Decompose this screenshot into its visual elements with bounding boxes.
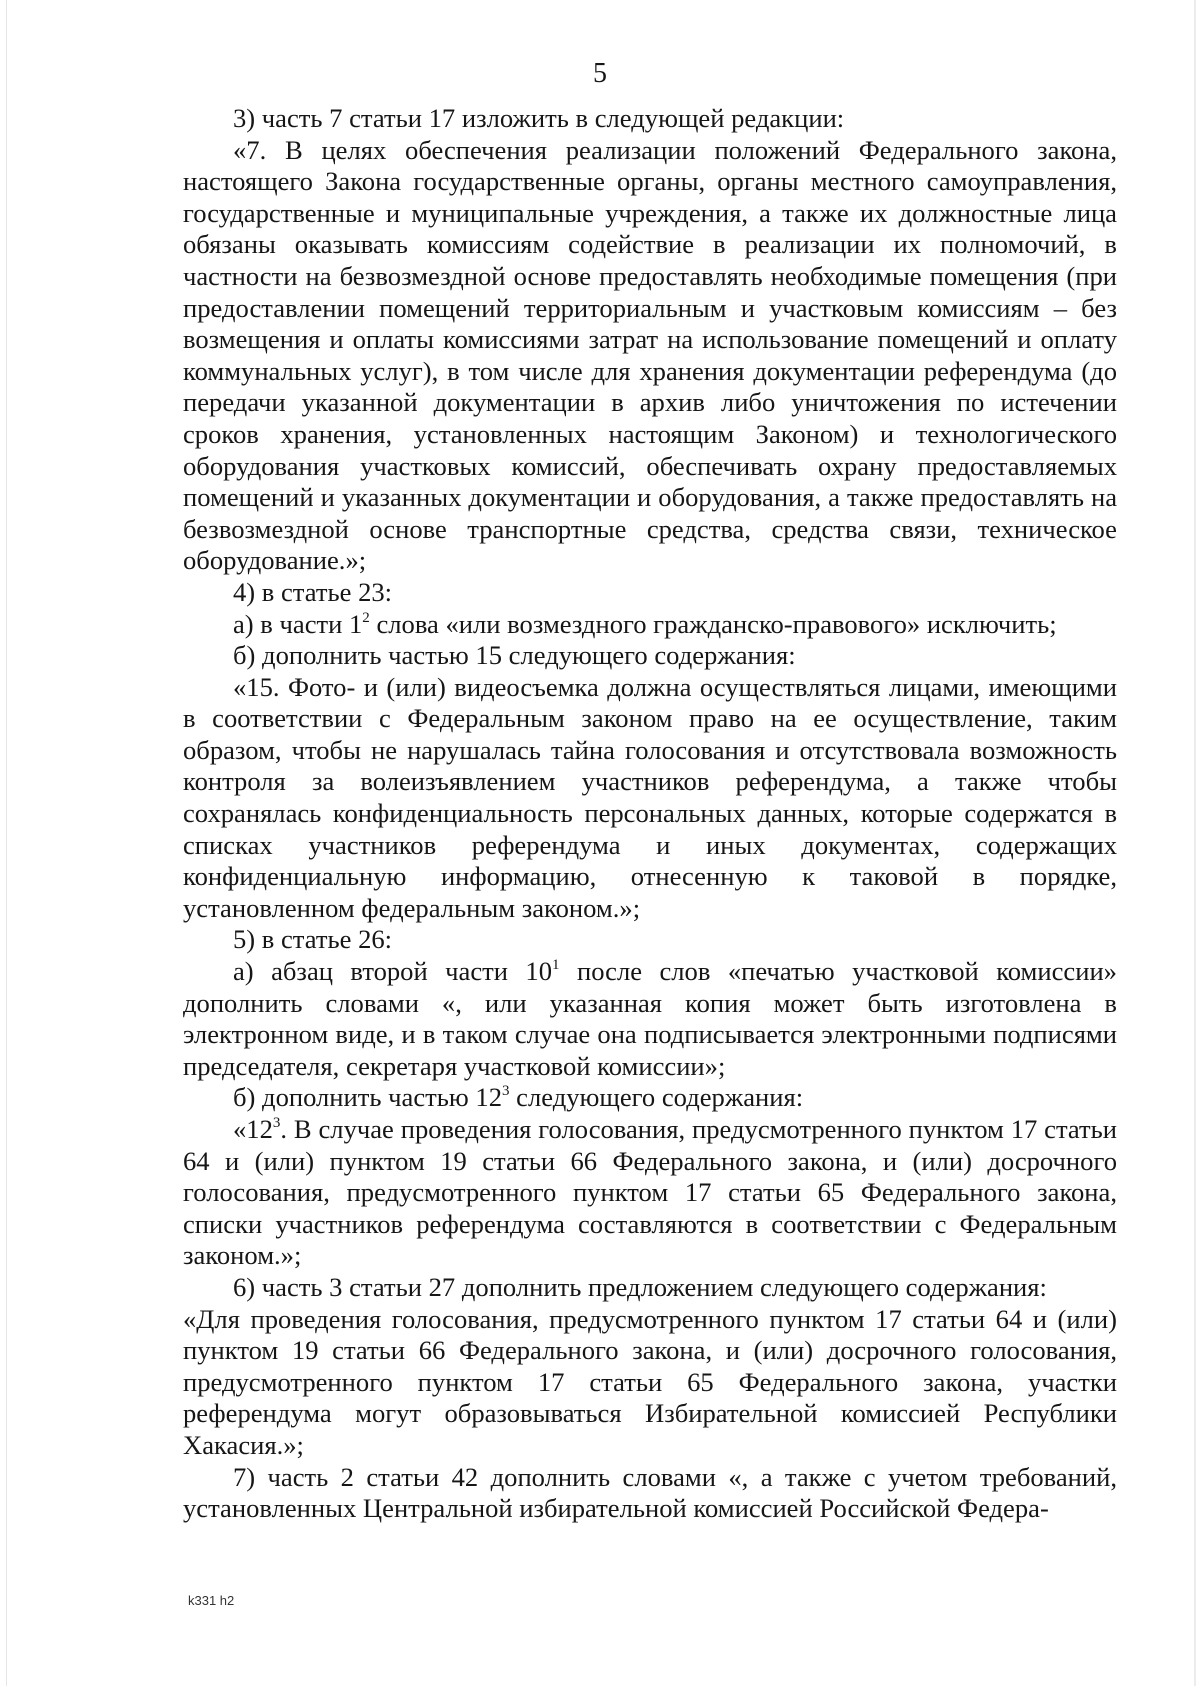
- paragraph-item-5: 5) в статье 26:: [233, 924, 393, 955]
- text-fragment: . В случае проведения голосования, предусмотренного пунктом 17 статьи 64 и (или) пунктом 19 статьи 66 Федерального закона, и (или) досрочного голосования, предусмотренного пунктом 17 статьи 65 Федерального закона, списки участников референдума составляются в соответствии с Федеральным законом.»;: [183, 1114, 1117, 1271]
- superscript: 1: [552, 957, 560, 974]
- paragraph-item-6-quote: «Для проведения голосования, предусмотренного пунктом 17 статьи 64 и (или) пунктом 19 статьи 66 Федерального закона, и (или) досрочного голосования, предусмотренного пунктом 17 статьи 65 Федерального закона, участки референдума могут образовываться Избирательной комиссией Республики Хакасия.»;: [183, 1303, 1117, 1460]
- text-fragment: б) дополнить частью 12: [233, 1082, 503, 1113]
- text-fragment: слова «или возмездного гражданско-правового» исключить;: [369, 608, 1057, 639]
- page-number: 5: [593, 58, 607, 89]
- superscript: 2: [362, 609, 370, 626]
- paragraph-item-4a: [183, 609, 1117, 641]
- paragraph-item-5b: [183, 1082, 1117, 1114]
- text-fragment: после слов «печатью участковой комиссии» дополнить словами «, или указанная копия может быть изготовлена в электронном виде, и в таком случае она подписывается электронными подписями председателя, секретаря участковой комиссии»;: [183, 956, 1117, 1081]
- paragraph-article-17-part-7: «7. В целях обеспечения реализации положений Федерального закона, настоящего Закона государственные органы, органы местного самоуправления, государственные и муниципальные учреждения, а также их должностные лица обязаны оказывать комиссиям содействие в реализации их полномочий, в частности на безвозмездной основе предоставлять необходимые помещения (при предоставлении помещений территориальным и участковым комиссиям – без возмещения и оплаты комиссиями затрат на использование помещений и оплату коммунальных услуг), в том числе для хранения документации референдума (до передачи указанной документации в архив либо уничтожения по истечении сроков хранения, установленных настоящим Законом) и технологического оборудования участковых комиссий, обеспечивать охрану предоставляемых помещений и указанных документации и оборудования, а также предоставлять на безвозмездной основе транспортные средства, средства связи, техническое оборудование.»;: [183, 134, 1117, 576]
- paragraph-part-12-3: [183, 1114, 1117, 1272]
- document-body: [183, 103, 1117, 1525]
- paragraph-item-4: 4) в статье 23:: [233, 576, 393, 607]
- scan-edge-left: [6, 0, 7, 1686]
- paragraph-item-3: 3) часть 7 статьи 17 изложить в следующей редакции:: [233, 103, 845, 133]
- text-fragment: следующего содержания:: [509, 1082, 804, 1113]
- scan-edge-right: [1194, 0, 1196, 1686]
- superscript: 3: [272, 1115, 281, 1131]
- paragraph-part-15: «15. Фото- и (или) видеосъемка должна осуществляться лицами, имеющими в соответствии с Федеральным законом право на ее осуществление, таким образом, чтобы не нарушалась тайна голосования и отсутствовала возможность контроля за волеизъявлением участников референдума, а также чтобы сохранялась конфиденциальность персональных данных, которые содержатся в списках участников референдума и иных документах, содержащих конфиденциальную информацию, отнесенную к таковой в порядке, установленном федеральным законом.»;: [183, 671, 1117, 923]
- paragraph-item-6: 6) часть 3 статьи 27 дополнить предложением следующего содержания:: [233, 1271, 1047, 1302]
- document-code: k331 h2: [188, 1593, 235, 1608]
- text-fragment: а) в части 1: [233, 608, 363, 639]
- text-fragment: а) абзац второй части 10: [233, 956, 553, 987]
- paragraph-item-4b: б) дополнить частью 15 следующего содержания:: [233, 640, 796, 671]
- paragraph-item-5a: [183, 956, 1117, 1082]
- paragraph-item-7: 7) часть 2 статьи 42 дополнить словами «, а также с учетом требований, установленных Центральной избирательной комиссией Российской Федера-: [183, 1461, 1117, 1524]
- superscript: 3: [502, 1083, 510, 1100]
- text-fragment: «12: [233, 1114, 273, 1144]
